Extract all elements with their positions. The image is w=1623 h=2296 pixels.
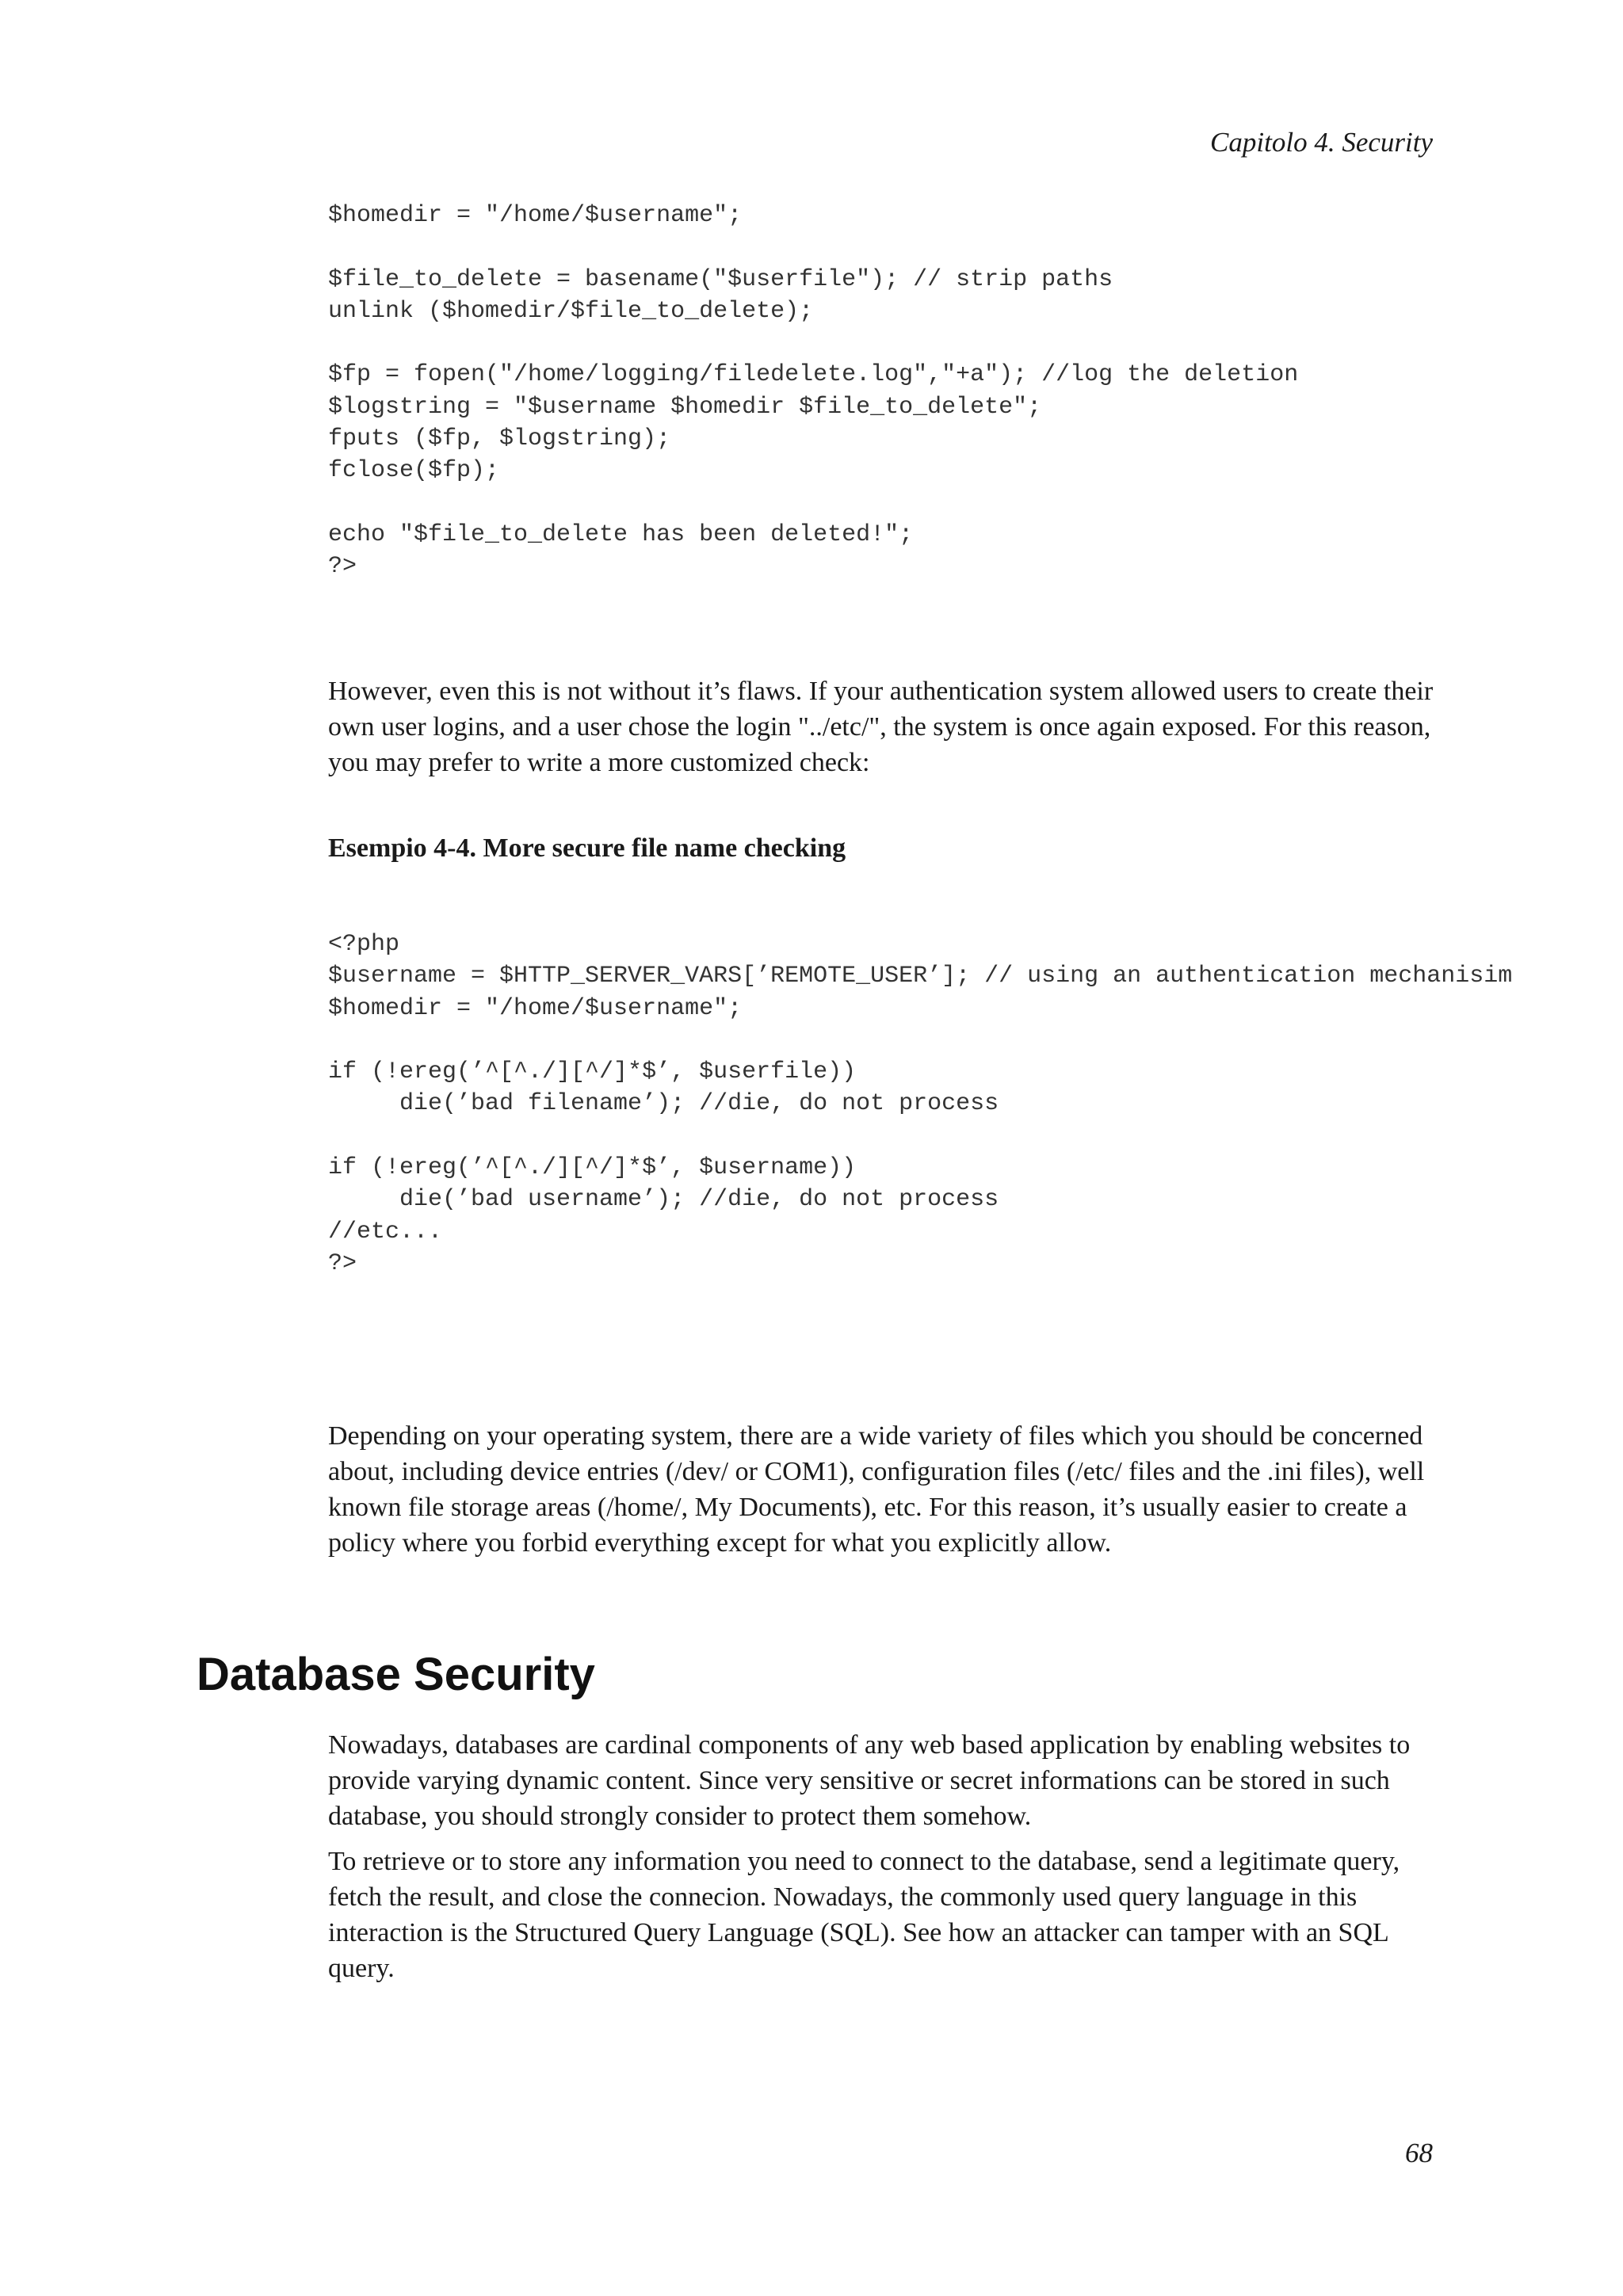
- running-header: Capitolo 4. Security: [1210, 127, 1433, 158]
- paragraph-databases: Nowadays, databases are cardinal components of any web based application by enabling websites to provide varying dynamic content. Since very sensitive or secret informations can be stored in such database, you should strongly consider to protect them somehow.: [328, 1730, 1411, 1831]
- section-title: Database Security: [197, 1649, 595, 1700]
- example-title: Esempio 4-4. More secure file name checking: [328, 833, 846, 863]
- paragraph-flaws: However, even this is not without it’s flaws. If your authentication system allowed users to create their own user logins, and a user chose the login "../etc/", the system is once again exposed. For this reason, you may prefer to write a more customized check:: [328, 677, 1434, 777]
- code-block-secure-check: <?php $username = $HTTP_SERVER_VARS[’REMOTE_USER’]; // using an authentication mechanisim $homedir = "/home/$username"; if (!ereg(’^[^./][^/]*$’, $userfile)) die(’bad filename’); //die, do not process if (!ereg(’^[^./][^/]*$’, $username)) die(’bad username’); //die, do not process //etc... ?>: [328, 931, 1513, 1277]
- paragraph-sql: To retrieve or to store any information you need to connect to the database, send a legitimate query, fetch the result, and close the connecion. Nowadays, the commonly used query language in this interaction is the Structured Query Language (SQL). See how an attacker can tamper with an SQL query.: [328, 1847, 1400, 1983]
- paragraph-operating-system: Depending on your operating system, there are a wide variety of files which you should be concerned about, including device entries (/dev/ or COM1), configuration files (/etc/ files and the .ini files), well known file storage areas (/home/, My Documents), etc. For this reason, it’s usually easier to create a policy where you forbid everything except for what you explicitly allow.: [328, 1421, 1425, 1558]
- code-block-file-delete: $homedir = "/home/$username"; $file_to_delete = basename("$userfile"); // strip paths unlink ($homedir/$file_to_delete); $fp = fopen("/home/logging/filedelete.log","+a"); //log the deletion $logstring = "$username $homedir $file_to_delete"; fputs ($fp, $logstring); fclose($fp); echo "$file_to_delete has been deleted!"; ?>: [328, 202, 1299, 581]
- page-number: 68: [1405, 2138, 1433, 2168]
